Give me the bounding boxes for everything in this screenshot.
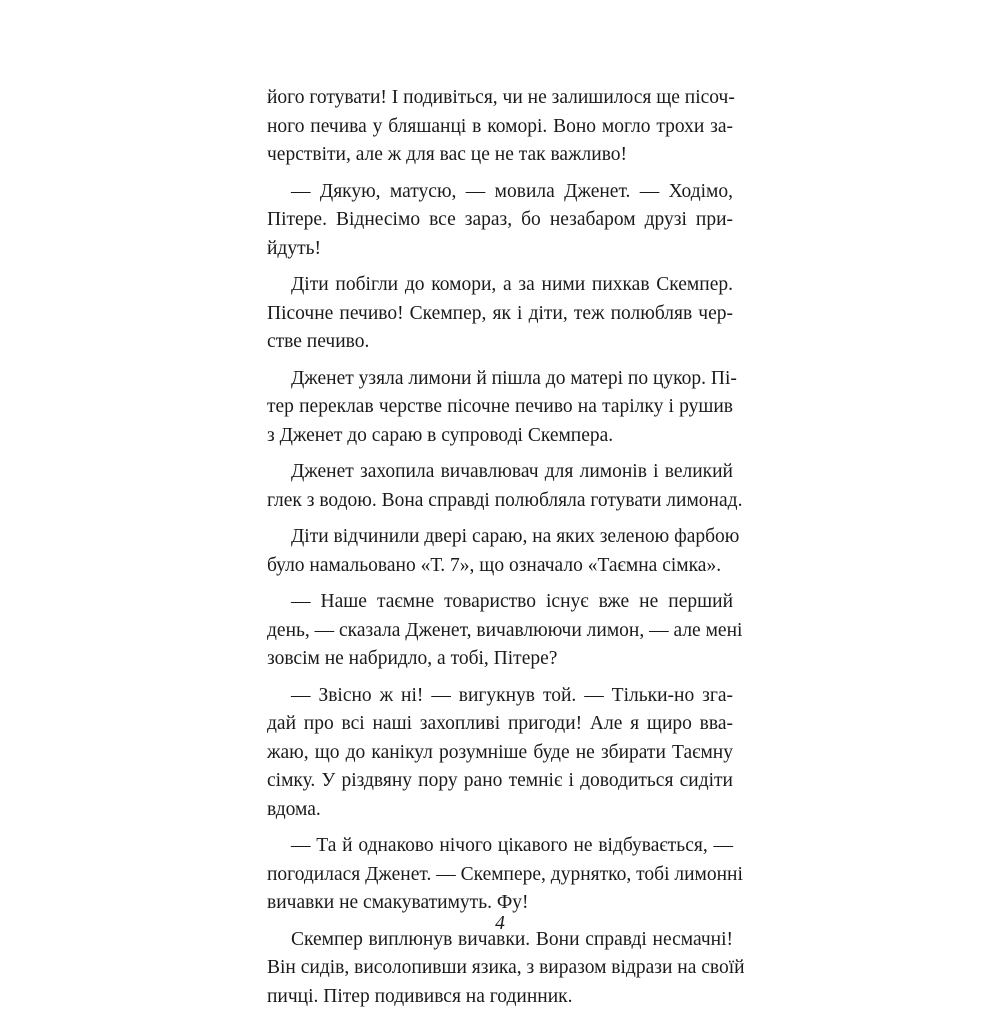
text-line: з Дженет до сараю в супроводі Скемпера.	[267, 422, 733, 451]
text-line: Діти відчинили двері сараю, на яких зеленою фарбою	[267, 523, 733, 552]
text-line: Діти побігли до комори, а за ними пихкав Скемпер.	[267, 271, 733, 300]
paragraph-9	[267, 832, 733, 918]
text-line: стве печиво.	[267, 328, 733, 357]
paragraph-3	[267, 271, 733, 357]
text-line: йдуть!	[267, 235, 733, 264]
text-line: дай про всі наші захопливі пригоди! Але я щиро вва-	[267, 710, 733, 739]
text-line: жаю, що до канікул розумніше буде не збирати Таємну	[267, 739, 733, 768]
paragraph-7	[267, 588, 733, 674]
text-line: тер переклав черстве пісочне печиво на тарілку і рушив	[267, 393, 733, 422]
page-body	[267, 84, 733, 1011]
paragraph-6	[267, 523, 733, 580]
paragraph-2	[267, 178, 733, 264]
text-line: день, — сказала Дженет, вичавлюючи лимон, — але мені	[267, 617, 733, 646]
text-line: ного печива у бляшанці в коморі. Воно могло трохи за-	[267, 113, 733, 142]
text-line: — Та й однаково нічого цікавого не відбувається, —	[267, 832, 733, 861]
text-line: — Дякую, матусю, — мовила Дженет. — Ходімо,	[267, 178, 733, 207]
paragraph-1	[267, 84, 733, 170]
text-line: — Звісно ж ні! — вигукнув той. — Тільки-но зга-	[267, 682, 733, 711]
text-line: Дженет захопила вичавлювач для лимонів і великий	[267, 458, 733, 487]
text-line: Пісочне печиво! Скемпер, як і діти, теж полюбляв чер-	[267, 300, 733, 329]
text-line: Дженет узяла лимони й пішла до матері по цукор. Пі-	[267, 365, 733, 394]
paragraph-8	[267, 682, 733, 825]
paragraph-10	[267, 926, 733, 1011]
text-line: — Наше таємне товариство існує вже не перший	[267, 588, 733, 617]
text-line: погодилася Дженет. — Скемпере, дурнятко, тобі лимонні	[267, 861, 733, 890]
page-number: 4	[0, 910, 1000, 938]
paragraph-4	[267, 365, 733, 451]
text-line: сімку. У різдвяну пору рано темніє і доводиться сидіти	[267, 767, 733, 796]
text-line: було намальовано «Т. 7», що означало «Таємна сімка».	[267, 552, 733, 581]
text-line: вичавки не смакуватимуть. Фу!	[267, 889, 733, 918]
text-line: його готувати! І подивіться, чи не залишилося ще пісоч-	[267, 84, 733, 113]
text-line: Він сидів, висолопивши язика, з виразом відрази на своїй	[267, 954, 733, 983]
text-line: Скемпер виплюнув вичавки. Вони справді несмачні!	[267, 926, 733, 955]
text-line: глек з водою. Вона справді полюбляла готувати лимонад.	[267, 487, 733, 516]
text-line: вдома.	[267, 796, 733, 825]
text-line: пичці. Пітер подивився на годинник.	[267, 983, 733, 1011]
paragraph-5	[267, 458, 733, 515]
text-line: Пітере. Віднесімо все зараз, бо незабаром друзі при-	[267, 206, 733, 235]
text-line: зовсім не набридло, а тобі, Пітере?	[267, 645, 733, 674]
text-line: черствіти, але ж для вас це не так важливо!	[267, 141, 733, 170]
